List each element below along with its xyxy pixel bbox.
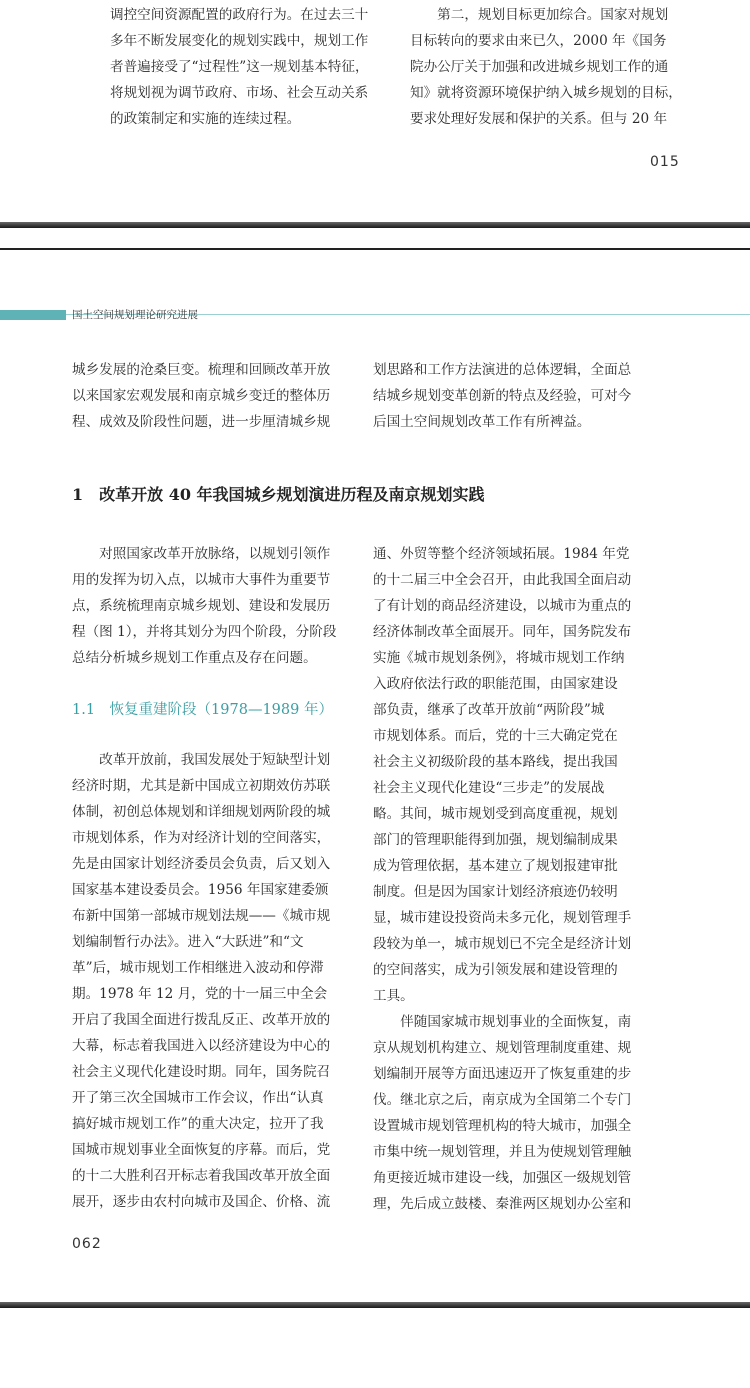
text-line: 经济体制改革全面展开。同年，国务院发布 bbox=[373, 624, 632, 640]
left-column-paragraph-2 bbox=[72, 747, 330, 1215]
text-line: 角更接近城市建设一线，加强区一级规划管 bbox=[373, 1170, 632, 1186]
text-line: 要求处理好发展和保护的关系。但与 20 年 bbox=[410, 111, 668, 127]
text-line: 的空间落实，成为引领发展和建设管理的 bbox=[373, 962, 618, 978]
text-line: 划思路和工作方法演进的总体逻辑，全面总 bbox=[373, 362, 632, 378]
text-line: 社会主义现代化建设时期。同年，国务院召 bbox=[72, 1064, 331, 1080]
text-line: 实施《城市规划条例》，将城市规划工作纳 bbox=[373, 650, 625, 666]
text-line: 国家基本建设委员会。1956 年国家建委颁 bbox=[72, 882, 329, 898]
text-line: 成为管理依据，基本建立了规划报建审批 bbox=[373, 858, 618, 874]
text-line: 市规划体系，作为对经济计划的空间落实， bbox=[72, 830, 331, 846]
running-header-accent-bar bbox=[0, 310, 66, 320]
page-edge-shadow bbox=[0, 1302, 750, 1308]
text-line: 社会主义初级阶段的基本路线，提出我国 bbox=[373, 754, 618, 770]
text-line: 划编制暂行办法》。进入“大跃进”和“文 bbox=[72, 934, 304, 950]
text-line: 知》就将资源环境保护纳入城乡规划的目标， bbox=[410, 85, 682, 101]
text-line: 多年不断发展变化的规划实践中，规划工作 bbox=[110, 33, 369, 49]
text-line: 入政府依法行政的职能范围，由国家建设 bbox=[373, 676, 618, 692]
intro-right-column bbox=[373, 357, 631, 435]
text-line: 国城市规划事业全面恢复的序幕。而后，党 bbox=[72, 1142, 331, 1158]
subsection-heading: 1.1 恢复重建阶段（1978—1989 年） bbox=[72, 702, 333, 718]
text-line: 展开，逐步由农村向城市及国企、价格、流 bbox=[72, 1194, 331, 1210]
text-line: 搞好城市规划工作”的重大决定，拉开了我 bbox=[72, 1116, 324, 1132]
page-number: 015 bbox=[650, 154, 680, 170]
text-line: 院办公厅关于加强和改进城乡规划工作的通 bbox=[410, 59, 669, 75]
text-line: 京从规划机构建立、规划管理制度重建、规 bbox=[373, 1040, 632, 1056]
text-line: 的政策制定和实施的连续过程。 bbox=[110, 111, 301, 127]
text-line: 开了第三次全国城市工作会议，作出“认真 bbox=[72, 1090, 324, 1106]
text-line: 部门的管理职能得到加强，规划编制成果 bbox=[373, 832, 618, 848]
text-line: 段较为单一，城市规划已不完全是经济计划 bbox=[373, 936, 632, 952]
book-page-015 bbox=[0, 0, 750, 226]
text-line: 开启了我国全面进行拨乱反正、改革开放的 bbox=[72, 1012, 331, 1028]
text-line: 革”后，城市规划工作相继进入波动和停滞 bbox=[72, 960, 324, 976]
text-line: 划编制开展等方面迅速迈开了恢复重建的步 bbox=[373, 1066, 632, 1082]
text-line: 后国土空间规划改革工作有所裨益。 bbox=[373, 414, 591, 430]
left-text-column bbox=[110, 2, 369, 132]
text-line: 通、外贸等整个经济领域拓展。1984 年党 bbox=[373, 546, 630, 562]
text-line: 工具。 bbox=[373, 988, 414, 1004]
text-line: 经济时期，尤其是新中国成立初期效仿苏联 bbox=[72, 778, 331, 794]
text-line: 设置城市规划管理机构的特大城市，加强全 bbox=[373, 1118, 632, 1134]
text-line: 城乡发展的沧桑巨变。梳理和回顾改革开放 bbox=[72, 362, 331, 378]
left-column-paragraph-1 bbox=[72, 541, 336, 671]
text-line: 体制，初创总体规划和详细规划两阶段的城 bbox=[72, 804, 331, 820]
text-line: 伴随国家城市规划事业的全面恢复，南 bbox=[373, 1014, 632, 1030]
text-line: 理，先后成立鼓楼、秦淮两区规划办公室和 bbox=[373, 1196, 632, 1212]
text-line: 先是由国家计划经济委员会负责，后又划入 bbox=[72, 856, 331, 872]
page-number: 062 bbox=[72, 1236, 102, 1252]
text-line: 制度。但是因为国家计划经济痕迹仍较明 bbox=[373, 884, 618, 900]
text-line: 部负责，继承了改革开放前“两阶段”城 bbox=[373, 702, 605, 718]
text-line: 第二，规划目标更加综合。国家对规划 bbox=[410, 7, 669, 23]
right-column-body bbox=[373, 541, 631, 1217]
text-line: 大幕，标志着我国进入以经济建设为中心的 bbox=[72, 1038, 331, 1054]
text-line: 社会主义现代化建设“三步走”的发展战 bbox=[373, 780, 605, 796]
text-line: 改革开放前，我国发展处于短缺型计划 bbox=[72, 752, 331, 768]
text-line: 的十二届三中全会召开，由此我国全面启动 bbox=[373, 572, 632, 588]
text-line: 期。1978 年 12 月，党的十一届三中全会 bbox=[72, 986, 328, 1002]
section-heading: 1 改革开放 40 年我国城乡规划演进历程及南京规划实践 bbox=[72, 485, 485, 504]
text-line: 以来国家宏观发展和南京城乡变迁的整体历 bbox=[72, 388, 331, 404]
text-line: 用的发挥为切入点，以城市大事件为重要节 bbox=[72, 572, 331, 588]
text-line: 市集中统一规划管理，并且为使规划管理触 bbox=[373, 1144, 632, 1160]
text-line: 了有计划的商品经济建设，以城市为重点的 bbox=[373, 598, 632, 614]
text-line: 结城乡规划变革创新的特点及经验，可对今 bbox=[373, 388, 632, 404]
text-line: 对照国家改革开放脉络，以规划引领作 bbox=[72, 546, 331, 562]
text-line: 程（图 1），并将其划分为四个阶段，分阶段 bbox=[72, 624, 337, 640]
text-line: 布新中国第一部城市规划法规——《城市规 bbox=[72, 908, 331, 924]
text-line: 调控空间资源配置的政府行为。在过去三十 bbox=[110, 7, 369, 23]
text-line: 的十二大胜利召开标志着我国改革开放全面 bbox=[72, 1168, 331, 1184]
text-line: 将规划视为调节政府、市场、社会互动关系 bbox=[110, 85, 369, 101]
text-line: 总结分析城乡规划工作重点及存在问题。 bbox=[72, 650, 317, 666]
intro-left-column bbox=[72, 357, 330, 435]
text-line: 目标转向的要求由来已久，2000 年《国务 bbox=[410, 33, 667, 49]
text-line: 者普遍接受了“过程性”这一规划基本特征， bbox=[110, 59, 369, 75]
text-line: 程、成效及阶段性问题，进一步厘清城乡规 bbox=[72, 414, 331, 430]
text-line: 点，系统梳理南京城乡规划、建设和发展历 bbox=[72, 598, 331, 614]
text-line: 显，城市建设投资尚未多元化，规划管理手 bbox=[373, 910, 632, 926]
page-edge-shadow bbox=[0, 222, 750, 228]
text-line: 略。其间，城市规划受到高度重视，规划 bbox=[373, 806, 618, 822]
text-line: 伐。继北京之后，南京成为全国第二个专门 bbox=[373, 1092, 632, 1108]
right-text-column bbox=[410, 2, 682, 132]
text-line: 市规划体系。而后，党的十三大确定党在 bbox=[373, 728, 618, 744]
running-header: 国土空间规划理论研究进展 bbox=[72, 309, 198, 321]
